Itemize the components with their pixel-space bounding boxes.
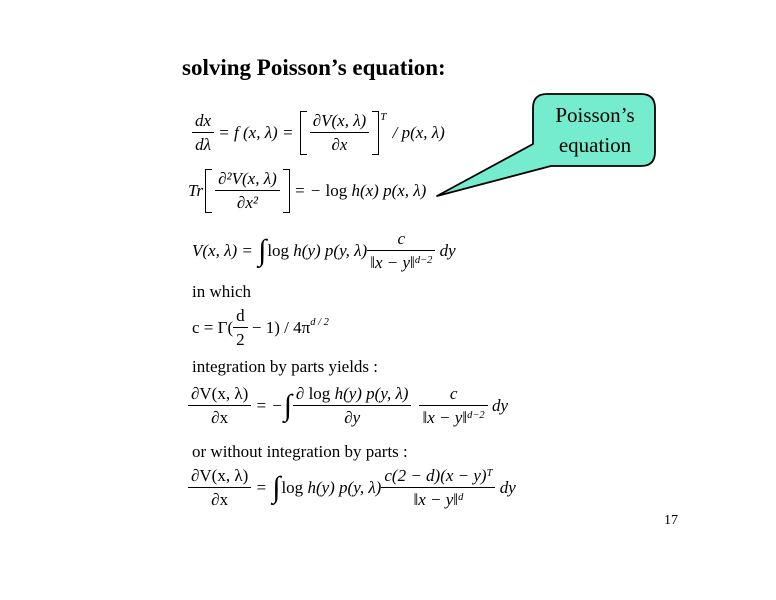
pi-exponent: d / 2 bbox=[310, 317, 329, 329]
transpose-superscript: T bbox=[380, 111, 387, 123]
transpose-superscript: T bbox=[486, 468, 493, 479]
page-number: 17 bbox=[664, 513, 678, 528]
log-operator: log bbox=[267, 241, 290, 261]
norm-exponent: d bbox=[458, 492, 464, 504]
fraction-gradient: $\frac{\partial V(x, \lambda)}{\partial x}$ bbox=[310, 110, 370, 156]
equation-poisson bbox=[188, 168, 426, 214]
math-text: c(2 − d)(x − y) bbox=[384, 466, 487, 485]
text-without-integration: or without integration by parts : bbox=[192, 442, 408, 461]
math-text: dy bbox=[487, 396, 508, 416]
norm-term: ‖x − y‖ bbox=[422, 408, 468, 428]
log-operator: log bbox=[308, 384, 331, 403]
log-operator: log bbox=[281, 478, 304, 498]
right-bracket bbox=[283, 169, 290, 213]
callout-line2: equation bbox=[558, 133, 632, 158]
text-in-which: in which bbox=[192, 282, 252, 301]
integral-sign: ∫ bbox=[258, 233, 267, 267]
math-text: ∂ bbox=[295, 384, 309, 403]
right-bracket bbox=[372, 111, 379, 155]
math-text: h(y) p(y, λ) bbox=[330, 384, 409, 403]
equation-gradient-direct bbox=[188, 465, 516, 511]
fraction-kernel: $\frac{c}{‖x - y‖^{d-2}}$ bbox=[419, 383, 487, 429]
norm-term: ‖x − y‖ bbox=[370, 253, 415, 273]
integral-sign: ∫ bbox=[272, 470, 281, 504]
math-text: = f (x, λ) = bbox=[214, 123, 298, 143]
left-bracket bbox=[205, 169, 212, 213]
callout-line1: Poisson’s bbox=[555, 103, 635, 127]
fraction-d-over-2: $\frac{d}{2}$ bbox=[233, 305, 248, 351]
fraction-dV-dx: $\frac{\partial V(x, \lambda)}{\partial x}$ bbox=[188, 383, 251, 429]
math-text: = − bbox=[251, 396, 283, 416]
math-text: / p(x, λ) bbox=[388, 123, 445, 143]
slide-title: solving Poisson’s equation: bbox=[182, 55, 446, 80]
math-text: h(x) p(x, λ) bbox=[347, 181, 427, 201]
fraction-laplacian: $\frac{\text{∂²V(x, λ)}}{\text{∂x²}}$ bbox=[215, 168, 280, 214]
norm-term: ‖x − y‖ bbox=[413, 490, 459, 510]
norm-exponent: d−2 bbox=[414, 255, 433, 267]
math-text: = bbox=[251, 478, 272, 498]
fraction-dx-dlambda: $\frac{dx}{d\lambda}$ bbox=[192, 110, 214, 156]
equation-gradient-by-parts bbox=[188, 383, 508, 429]
integral-sign: ∫ bbox=[283, 388, 292, 422]
left-bracket bbox=[300, 111, 307, 155]
callout-text bbox=[535, 100, 655, 161]
norm-exponent: d−2 bbox=[467, 410, 485, 422]
text-integration-by-parts: integration by parts yields : bbox=[192, 357, 379, 376]
math-text: Tr bbox=[188, 181, 204, 201]
math-text: − 1) / 4π bbox=[247, 318, 311, 338]
math-text: = − bbox=[289, 181, 326, 201]
equation-flow-definition bbox=[192, 110, 445, 156]
fraction-kernel: $\frac{c}{‖x - y‖^{d-2}}$ bbox=[367, 228, 435, 274]
fraction-dlog: $\frac{\text{∂ log h(y) p(y, λ)}}{\partial y}$ bbox=[293, 383, 412, 429]
math-text: V(x, λ) = bbox=[192, 241, 258, 261]
fraction-dV-dx: $\frac{\partial V(x, \lambda)}{\partial x}$ bbox=[188, 465, 251, 511]
fraction-kernel-gradient bbox=[381, 465, 495, 511]
math-text: c = Γ( bbox=[192, 318, 234, 338]
math-text: dy bbox=[435, 241, 456, 261]
equation-potential bbox=[192, 228, 456, 274]
equation-constant-c bbox=[192, 305, 329, 351]
math-text: h(y) p(y, λ) bbox=[303, 478, 382, 498]
log-operator: log bbox=[325, 181, 348, 201]
math-text: dy bbox=[495, 478, 516, 498]
math-text: h(y) p(y, λ) bbox=[289, 241, 368, 261]
